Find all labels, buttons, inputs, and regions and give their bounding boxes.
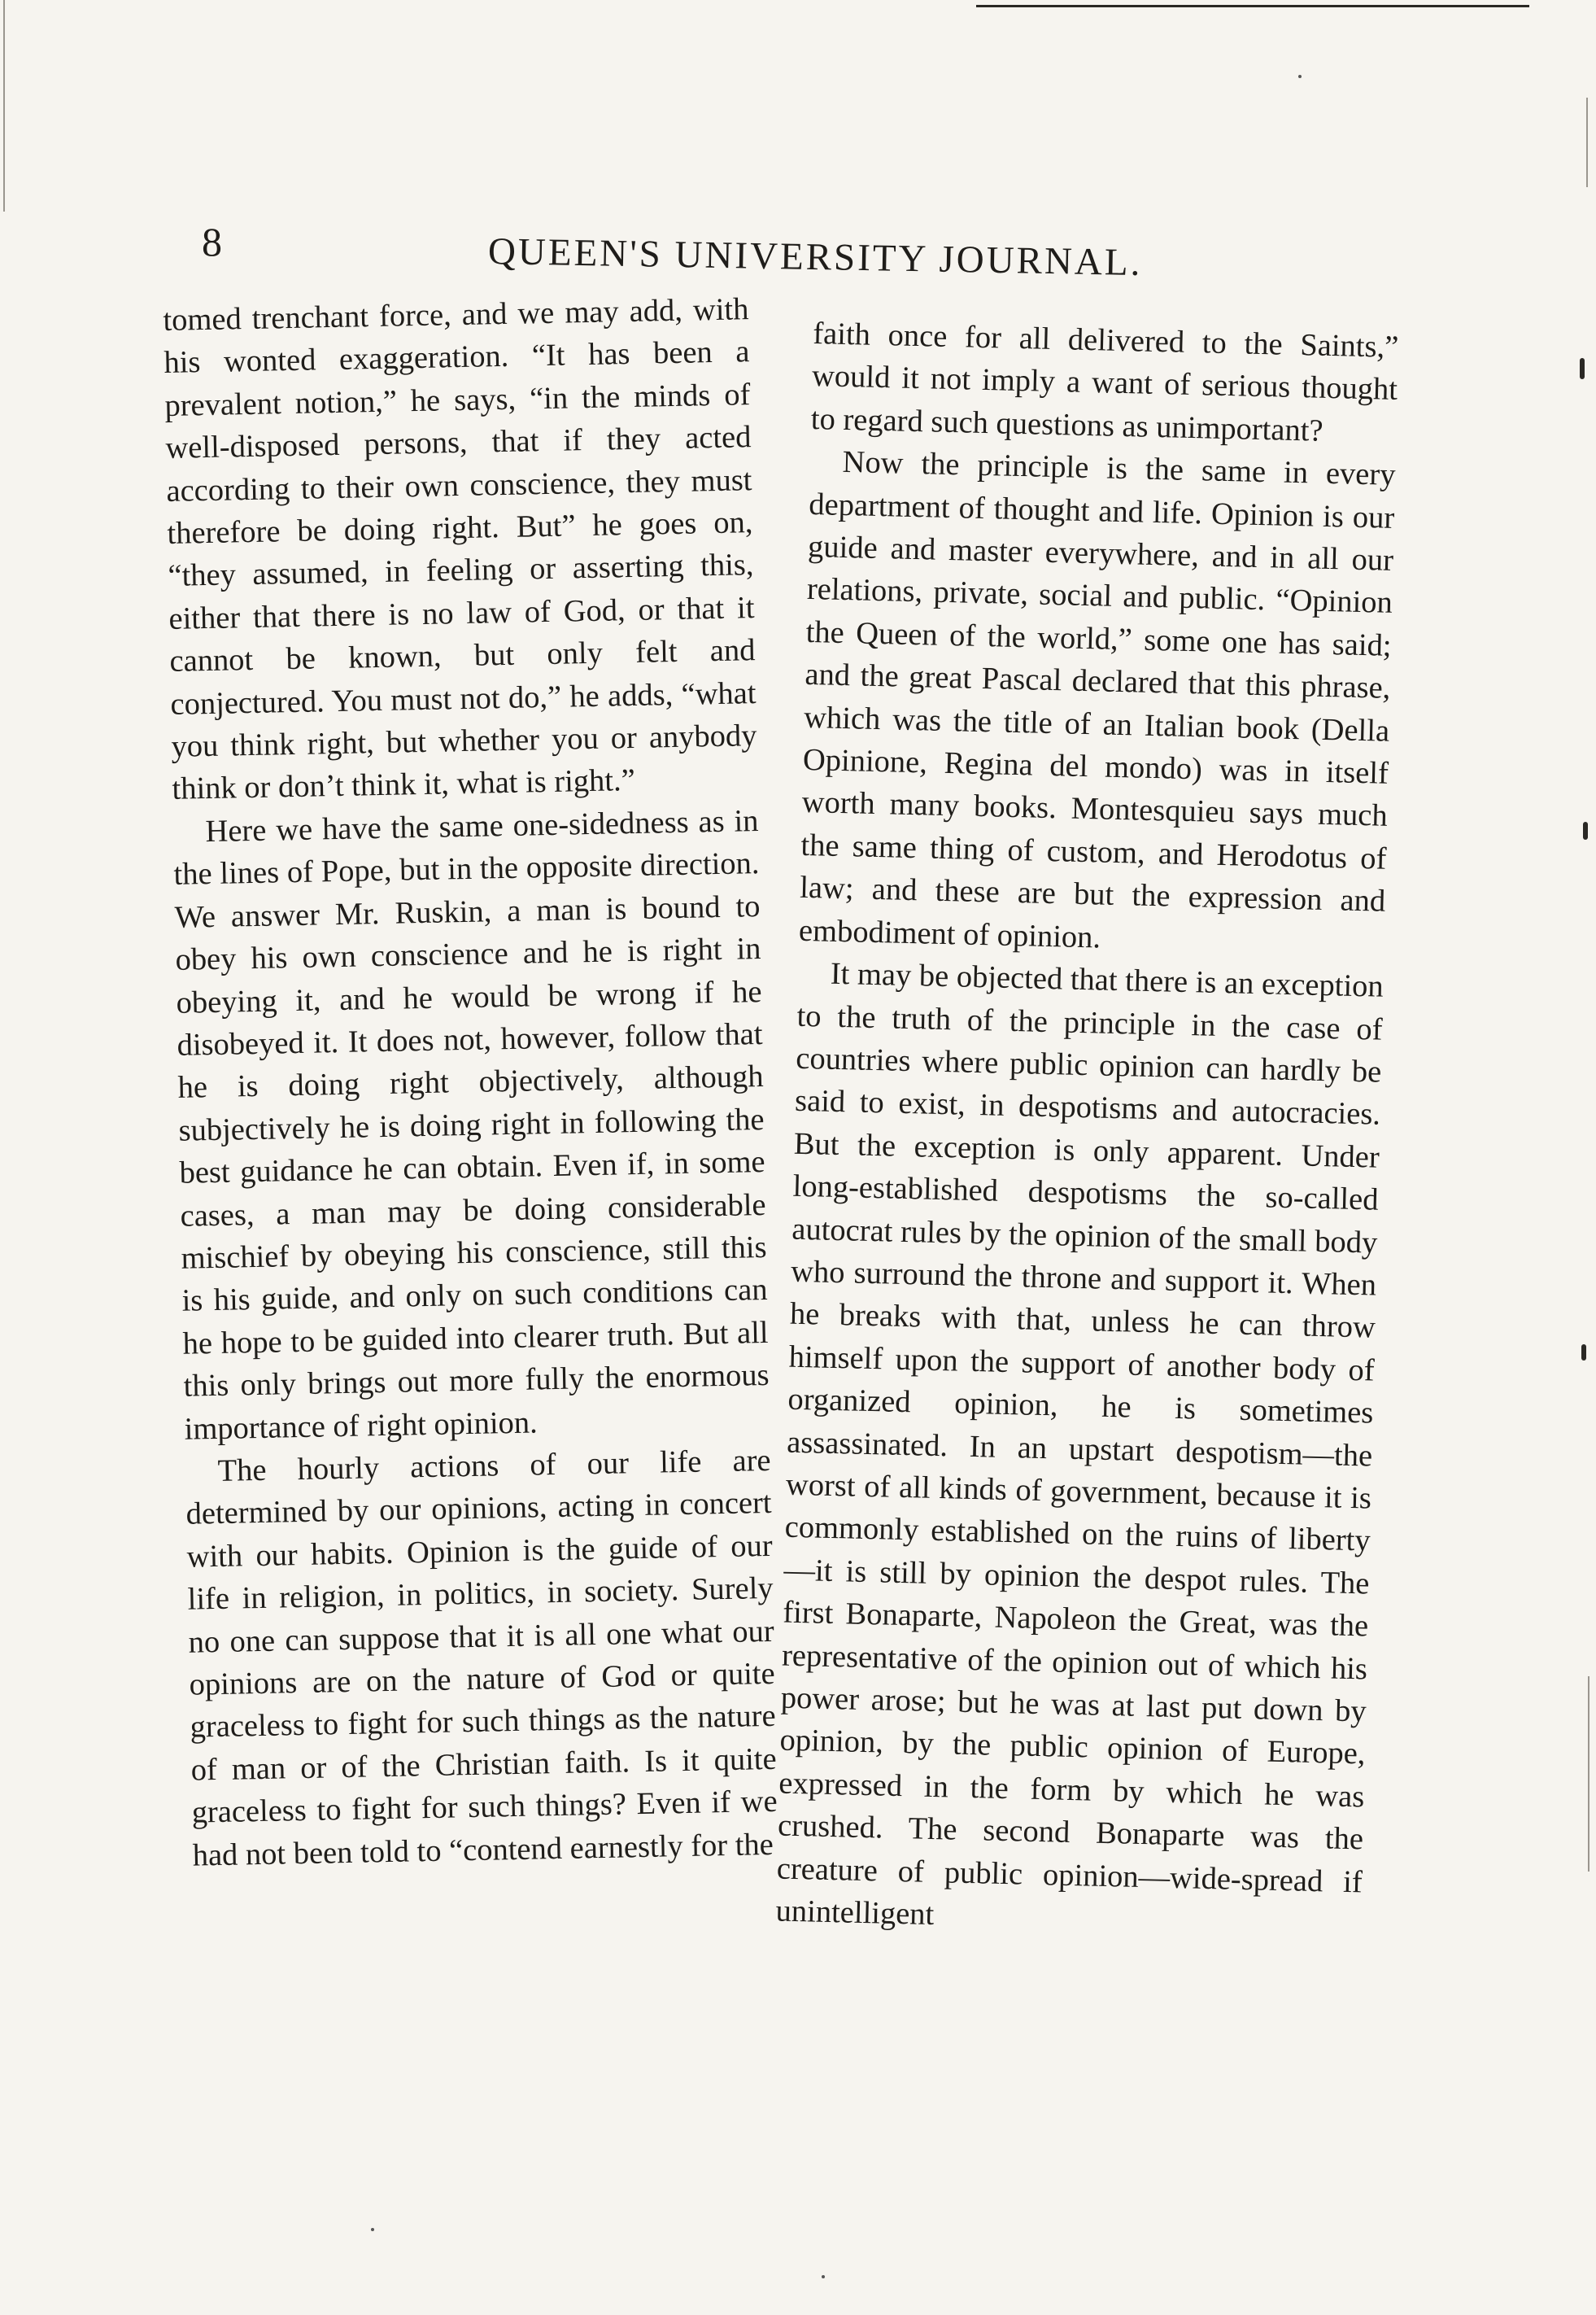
scan-edge-line [1588, 1676, 1589, 1872]
right-paragraph-2: Now the principle is the same in every department of thought and life. Opinion is our guide and master everywhere, and in all our relations, private, social and public. “Opinion the Queen of the world,” some one has said; and the great Pascal declared that this phrase, which was the title of an Italian book (Della Opinione, Regina del mondo) was in itself worth many books. Montesquieu says much the same thing of custom, and Herodotus of law; and these are but the expression and embodiment of opinion. [798, 445, 1396, 955]
scan-edge-line [3, 0, 5, 212]
right-column [775, 312, 1399, 1946]
left-paragraph-2: Here we have the same one-sidedness as in the lines of Pope, but in the opposite direction. We answer Mr. Ruskin, a man is bound to obey his own conscience and he is right in obeying it, and he would be wrong if he disobeyed it. It does not, however, follow that he is doing right objectively, although subjectively he is doing right in following the best guidance he can obtain. Even if, in some cases, a man may be doing considerable mischief by obeying his conscience, still this is his guide, and only on such conditions can he hope to be guided into clearer truth. But all this only brings out more fully the enormous importance of right opinion. [173, 803, 770, 1447]
right-paragraph-3: It may be objected that there is an exception to the truth of the principle in the case of countries where public opinion can hardly be said to exist, in despotisms and autocracies. But the exception is only apparent. Under long-established despotisms the so-called autocrat rules by the opinion of the small body who surround the throne and support it. When he breaks with that, unless he can throw himself upon the support of another body of organized opinion, he is sometimes assassinated. In an upstart despotism—the worst of all kinds of government, because it is commonly established on the ruins of liberty—it is still by opinion the despot rules. The first Bonaparte, Napoleon the Great, was the representative of the opinion out of which his power arose; but he was at last put down by opinion, by the public opinion of Europe, expressed in the form by which he was crushed. The second Bonaparte was the creature of public opinion—wide-spread if unintelligent [775, 956, 1385, 1933]
scan-speck [822, 2275, 825, 2278]
page-number: 8 [202, 219, 223, 264]
left-paragraph-1: tomed trenchant force, and we may add, with his wonted exaggeration. “It has been a prevalent notion,” he says, “in the minds of well-disposed persons, that if they acted according to their own conscience, they must therefore be doing right. But” he goes on, “they assumed, in feeling or asserting this, either that there is no law of God, or that it cannot be known, but only felt and conjectured. You must not do,” he adds, “what you think right, but whether you or anybody think or don’t think it, what is right.” [163, 292, 757, 807]
left-column [163, 288, 778, 1876]
right-paragraph-1: faith once for all delivered to the Saints,” would it not imply a want of serious thought to regard such questions as unimportant? [810, 316, 1399, 448]
margin-mark [1581, 1344, 1586, 1361]
left-paragraph-3: The hourly actions of our life are determined by our opinions, acting in concert with our habits. Opinion is the guide of our life in religion, in politics, in society. Surely no one can suppose that it is all one what our opinions are on the nature of God or quite graceless to fight for such things as the nature of man or of the Christian faith. Is it quite graceless to fight for such things? Even if we had not been told to “contend earnestly for the [185, 1443, 778, 1873]
top-rule [976, 5, 1529, 7]
scan-speck [1298, 75, 1302, 78]
margin-mark [1583, 822, 1588, 840]
margin-mark [1580, 358, 1585, 379]
running-title: QUEEN'S UNIVERSITY JOURNAL. [487, 230, 1143, 285]
scan-speck [371, 2228, 374, 2231]
scan-edge-line [1586, 98, 1588, 187]
